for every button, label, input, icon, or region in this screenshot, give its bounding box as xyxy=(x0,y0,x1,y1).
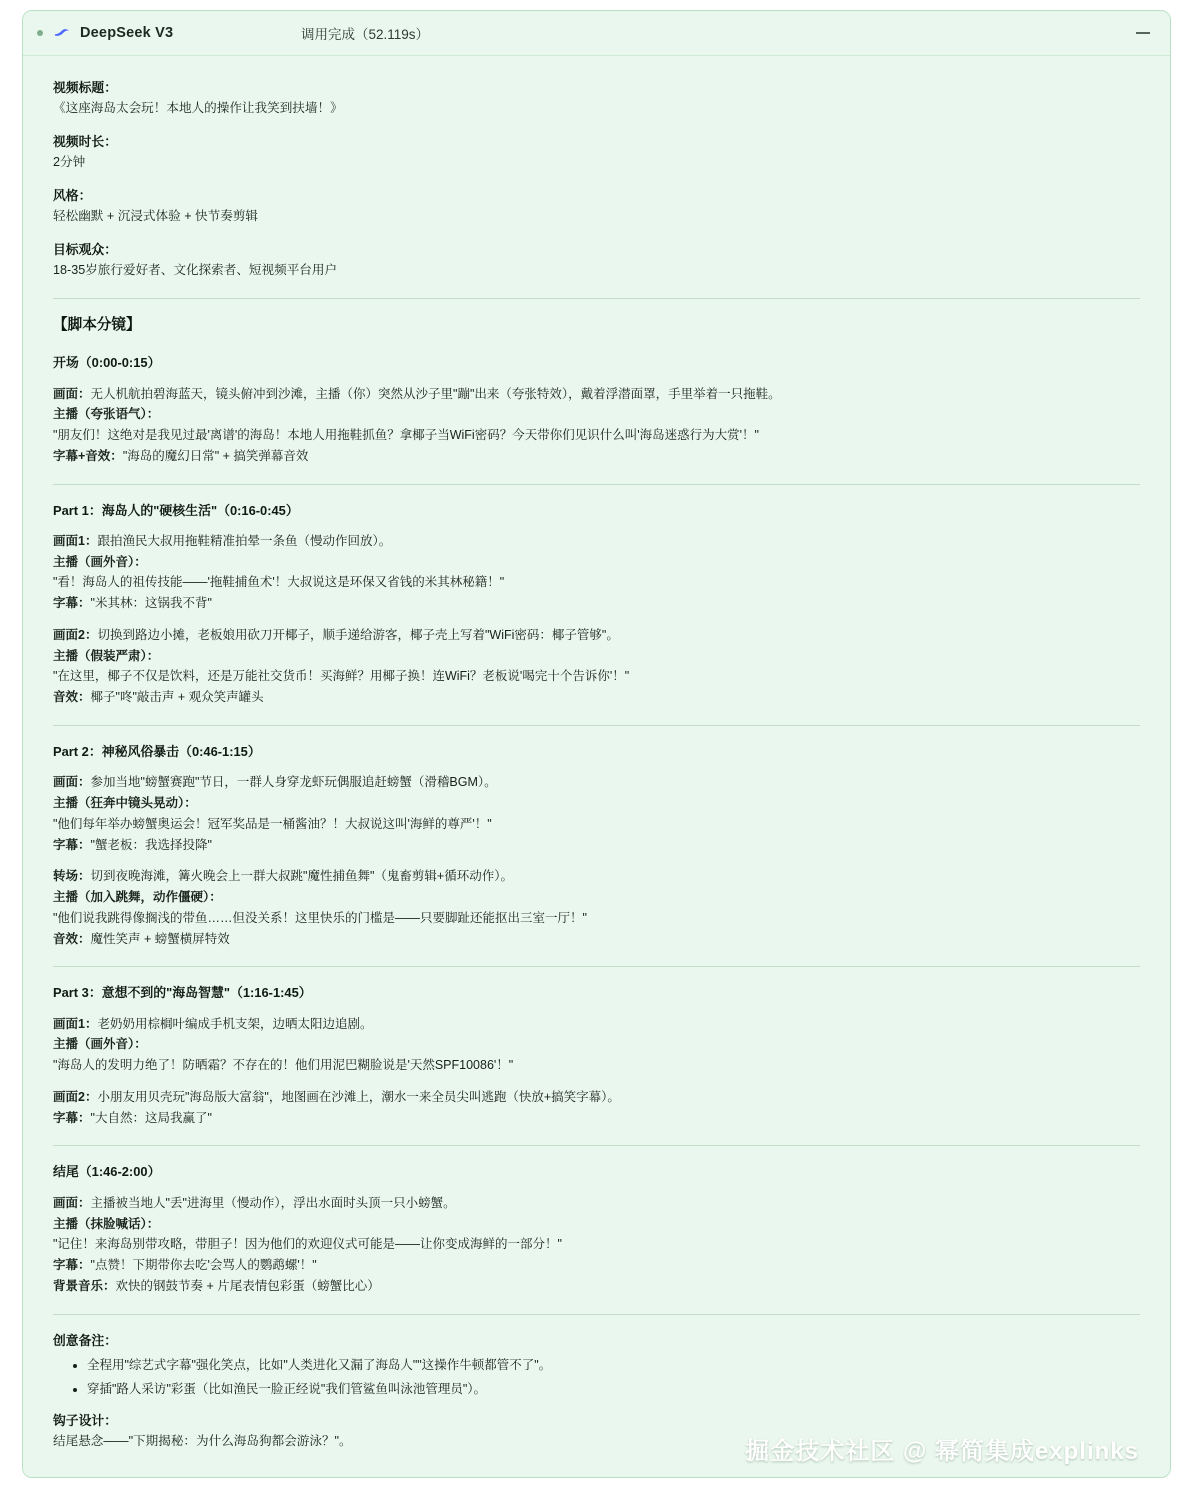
scene-block xyxy=(53,353,1140,465)
script-line: 转场：切到夜晚海滩，篝火晚会上一群大叔跳"魔性捕鱼舞"（鬼畜剪辑+循环动作）。 xyxy=(53,869,513,884)
meta-label: 视频时长： xyxy=(53,134,117,150)
scene-heading: Part 1：海岛人的"硬核生活"（0:16-0:45） xyxy=(53,502,299,518)
scene-group xyxy=(53,1194,1140,1296)
script-line: 画面1：老奶奶用棕榈叶编成手机支架，边晒太阳边追剧。 xyxy=(53,1016,373,1031)
script-line: 主播（夸张语气）： xyxy=(53,407,160,422)
divider xyxy=(53,725,1140,726)
scene-group xyxy=(53,1088,1140,1128)
creative-notes-list xyxy=(53,1356,1140,1400)
scene-group xyxy=(53,626,1140,707)
scene-group xyxy=(53,532,1140,613)
list-item: • 穿插"路人采访"彩蛋（比如渔民一脸正经说"我们管鲨鱼叫泳池管理员"）。 xyxy=(87,1380,1140,1399)
creative-notes-title: 创意备注： xyxy=(53,1332,117,1348)
script-line: 画面：参加当地"螃蟹赛跑"节日，一群人身穿龙虾玩偶服追赶螃蟹（滑稽BGM）。 xyxy=(53,775,497,790)
meta-item xyxy=(53,240,1140,280)
meta-value: 18-35岁旅行爱好者、文化探索者、短视频平台用户 xyxy=(53,263,338,278)
scene-heading: 开场（0:00-0:15） xyxy=(53,355,161,371)
script-line: 主播（画外音）： xyxy=(53,1037,147,1052)
meta-label: 目标观众： xyxy=(53,242,117,258)
scene-heading: Part 2：神秘风俗暴击（0:46-1:15） xyxy=(53,743,261,759)
watermark: 掘金技术社区 @ 幂简集成explinks xyxy=(745,1438,1139,1465)
meta-value: 轻松幽默 + 沉浸式体验 + 快节奏剪辑 xyxy=(53,209,259,224)
scene-group xyxy=(53,385,1140,466)
script-line: 画面2：小朋友用贝壳玩"海岛版大富翁"，地图画在沙滩上，潮水一来全员尖叫逃跑（快放+搞笑字幕）。 xyxy=(53,1089,620,1104)
script-line: 字幕："米其林：这锅我不背" xyxy=(53,596,212,611)
meta-label: 风格： xyxy=(53,188,92,204)
creative-notes xyxy=(53,1331,1140,1452)
script-line: "他们每年举办螃蟹奥运会！冠军奖品是一桶酱油？！大叔说这叫'海鲜的尊严'！" xyxy=(53,816,492,831)
script-line: 主播（抹脸喊话）： xyxy=(53,1216,160,1231)
scene-block xyxy=(53,983,1140,1127)
meta-list xyxy=(53,78,1140,280)
divider xyxy=(53,1314,1140,1315)
script-line: 主播（假装严肃）： xyxy=(53,648,160,663)
scene-group xyxy=(53,773,1140,854)
scene-heading: 结尾（1:46-2:00） xyxy=(53,1164,161,1180)
hook-value: 结尾悬念——"下期揭秘：为什么海岛狗都会游泳？"。 xyxy=(53,1434,352,1449)
script-line: 主播（画外音）： xyxy=(53,554,147,569)
meta-item xyxy=(53,78,1140,118)
script-line: 字幕："点赞！下期带你去吃'会骂人的鹦鹉螺'！" xyxy=(53,1258,317,1272)
meta-item xyxy=(53,132,1140,172)
scene-group xyxy=(53,1015,1140,1075)
script-line: 主播（狂奔中镜头晃动）： xyxy=(53,796,197,811)
hook-title: 钩子设计： xyxy=(53,1413,117,1429)
status-dot-icon xyxy=(37,30,43,36)
minimize-button[interactable] xyxy=(1132,22,1154,44)
list-item: • 全程用"综艺式字幕"强化笑点，比如"人类进化又漏了海岛人""这操作牛顿都管不了"。 xyxy=(87,1356,1140,1375)
panel-body xyxy=(23,56,1170,1477)
script-line: 音效：椰子"咚"敲击声 + 观众笑声罐头 xyxy=(53,690,264,705)
call-status: 调用完成（52.119s） xyxy=(301,27,430,42)
script-line: "看！海岛人的祖传技能——'拖鞋捕鱼术'！大叔说这是环保又省钱的米其林秘籍！" xyxy=(53,575,505,590)
meta-value: 《这座海岛太会玩！本地人的操作让我笑到扶墙！》 xyxy=(53,101,343,116)
script-title: 【脚本分镜】 xyxy=(53,317,141,334)
script-line: 音效：魔性笑声 + 螃蟹横屏特效 xyxy=(53,931,230,946)
meta-value: 2分钟 xyxy=(53,155,86,170)
script-line: "海岛人的发明力绝了！防晒霜？不存在的！他们用泥巴糊脸说是'天然SPF10086'！" xyxy=(53,1058,514,1073)
script-line: 主播（加入跳舞，动作僵硬）： xyxy=(53,890,222,905)
deepseek-whale-icon xyxy=(53,24,72,43)
divider xyxy=(53,298,1140,299)
divider xyxy=(53,966,1140,967)
script-line: 画面：主播被当地人"丢"进海里（慢动作），浮出水面时头顶一只小螃蟹。 xyxy=(53,1195,456,1210)
scene-block xyxy=(53,501,1140,707)
divider xyxy=(53,484,1140,485)
scene-heading: Part 3：意想不到的"海岛智慧"（1:16-1:45） xyxy=(53,985,312,1001)
scene-block xyxy=(53,742,1140,948)
script-line: 画面：无人机航拍碧海蓝天，镜头俯冲到沙滩，主播（你）突然从沙子里"蹦"出来（夸张特效），戴着浮潜面罩，手里举着一只拖鞋。 xyxy=(53,386,781,401)
script-line: 画面1：跟拍渔民大叔用拖鞋精准拍晕一条鱼（慢动作回放）。 xyxy=(53,533,392,548)
script-line: 背景音乐：欢快的钢鼓节奏 + 片尾表情包彩蛋（螃蟹比心） xyxy=(53,1278,380,1293)
script-line: "他们说我跳得像搁浅的带鱼……但没关系！这里快乐的门槛是——只要脚趾还能抠出三室一厅！" xyxy=(53,910,587,925)
script-line: 画面2：切换到路边小摊，老板娘用砍刀开椰子，顺手递给游客，椰子壳上写着"WiFi密码：椰子管够"。 xyxy=(53,627,619,642)
script-line: "记住！来海岛别带攻略，带胆子！因为他们的欢迎仪式可能是——让你变成海鲜的一部分！" xyxy=(53,1237,562,1252)
script-line: 字幕+音效："海岛的魔幻日常" + 搞笑弹幕音效 xyxy=(53,448,309,463)
divider xyxy=(53,1145,1140,1146)
scene-group xyxy=(53,867,1140,948)
script-line: "朋友们！这绝对是我见过最'离谱'的海岛！本地人用拖鞋抓鱼？拿椰子当WiFi密码？今天带你们见识什么叫'海岛迷惑行为大赏'！" xyxy=(53,428,759,443)
scene-block xyxy=(53,1162,1140,1295)
script-line: 字幕："蟹老板：我选择投降" xyxy=(53,837,212,852)
script-line: "在这里，椰子不仅是饮料，还是万能社交货币！买海鲜？用椰子换！连WiFi？老板说'喝完十个告诉你'！" xyxy=(53,669,630,684)
meta-label: 视频标题： xyxy=(53,80,117,95)
script-line: 字幕："大自然：这局我赢了" xyxy=(53,1110,212,1125)
meta-item xyxy=(53,186,1140,226)
panel-header xyxy=(23,11,1170,56)
tool-call-panel xyxy=(22,10,1171,1478)
model-name: DeepSeek V3 xyxy=(80,25,174,41)
